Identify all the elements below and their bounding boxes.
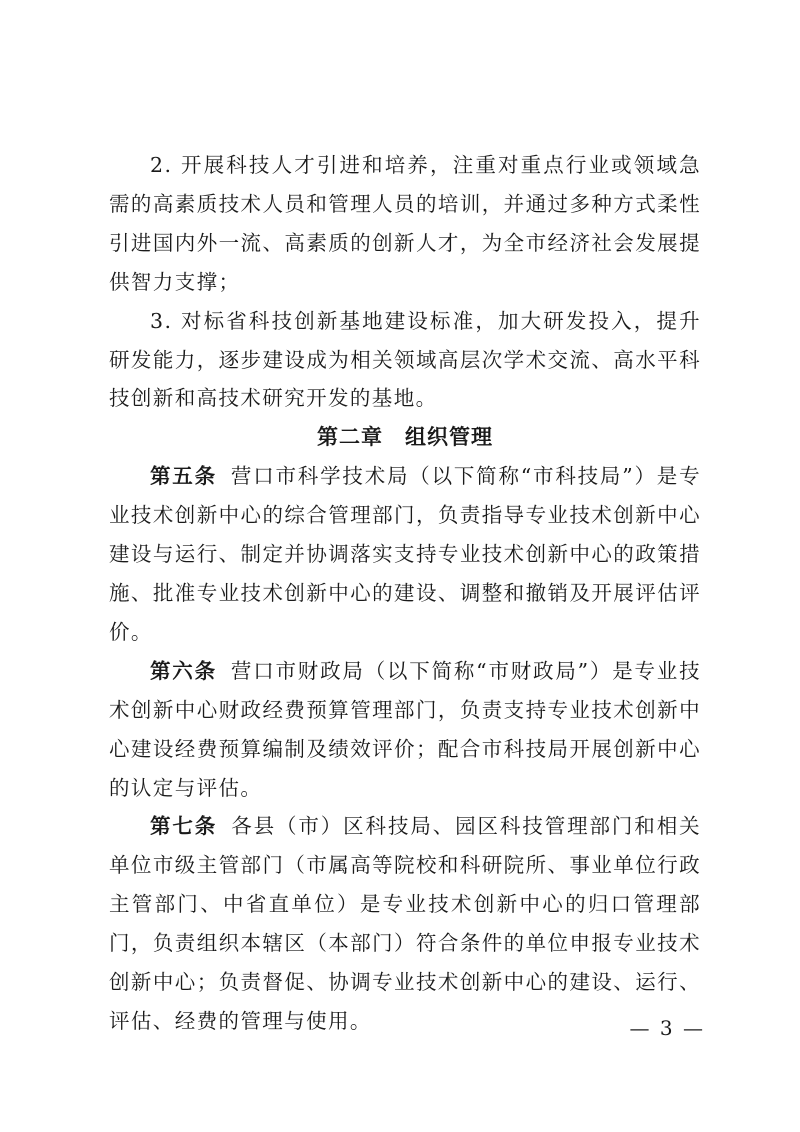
article-6-label: 第六条	[150, 658, 217, 683]
page-number: — 3 —	[629, 1016, 705, 1040]
article-6-text: 营口市财政局（以下简称“市财政局”）是专业技术创新中心财政经费预算管理部门，负责支持专业技术创新中心建设经费预算编制及绩效评价；配合市科技局开展创新中心的认定与评估。	[109, 658, 702, 800]
article-7-text: 各县（市）区科技局、园区科技管理部门和相关单位市级主管部门（市属高等院校和科研院所、事业单位行政主管部门、中省直单位）是专业技术创新中心的归口管理部门，负责组织本辖区（本部门）符合条件的单位申报专业技术创新中心；负责督促、协调专业技术创新中心的建设、运行、评估、经费的管理与使用。	[109, 814, 701, 1033]
chapter-number: 第二章	[317, 425, 383, 450]
paragraph-item-2: 2. 开展科技人才引进和培养，注重对重点行业或领域急需的高素质技术人员和管理人员的培训，并通过多种方式柔性引进国内外一流、高素质的创新人才，为全市经济社会发展提供智力支撑；	[109, 153, 701, 294]
paragraph-item-3: 3. 对标省科技创新基地建设标准，加大研发投入，提升研发能力，逐步建设成为相关领域高层次学术交流、高水平科技创新和高技术研究开发的基地。	[109, 308, 701, 411]
chapter-heading	[109, 418, 701, 457]
article-5	[109, 457, 701, 652]
article-6	[109, 652, 701, 808]
document-body	[109, 146, 701, 1041]
article-5-text: 营口市科学技术局（以下简称“市科技局”）是专业技术创新中心的综合管理部门，负责指导专业技术创新中心建设与运行、制定并协调落实支持专业技术创新中心的政策措施、批准专业技术创新中心的建设、调整和撤销及开展评估评价。	[109, 464, 702, 644]
article-7-label: 第七条	[150, 814, 218, 839]
article-5-label: 第五条	[150, 464, 217, 489]
chapter-title: 组织管理	[405, 425, 493, 450]
article-7	[109, 807, 701, 1040]
